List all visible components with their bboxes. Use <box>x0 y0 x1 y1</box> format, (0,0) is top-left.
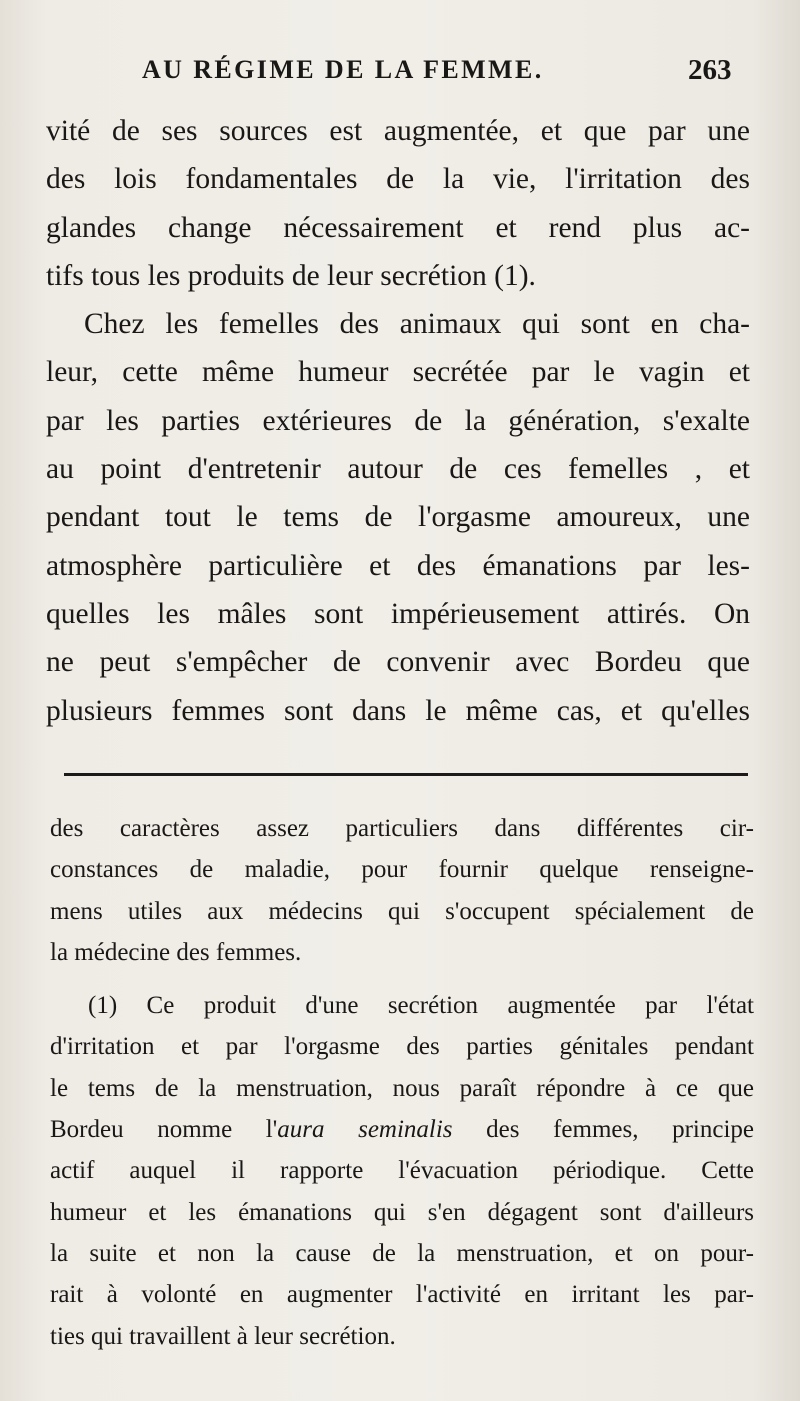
footnote-1-line: actif auquel il rapporte l'évacuation périodique. Cette <box>50 1157 754 1185</box>
footnote-1-line <box>50 1109 754 1150</box>
body-line: vité de ses sources est augmentée, et que par une <box>46 115 750 147</box>
footnote-continued-line: des caractères assez particuliers dans différentes cir- <box>50 815 754 842</box>
footnote-1-line: (1) Ce produit d'une secrétion augmentée par l'état <box>88 992 754 1020</box>
footnote-text: Bordeu nomme l' <box>50 1116 278 1144</box>
footnote-1-line: ties qui travaillent à leur secrétion. <box>50 1322 396 1350</box>
footnote-1-line: d'irritation et par l'orgasme des parties génitales pendant <box>50 1033 754 1061</box>
footnote-continued-line: la médecine des femmes. <box>50 938 302 966</box>
footnotes <box>50 808 754 1357</box>
page-number: 263 <box>688 54 732 86</box>
footnote-1-line: la suite et non la cause de la menstruation, et on pour- <box>50 1239 754 1267</box>
footnote-1-line: humeur et les émanations qui s'en dégagent sont d'ailleurs <box>50 1198 754 1226</box>
footnote-spacer <box>50 973 754 985</box>
body-line: quelles les mâles sont impérieusement attirés. On <box>46 597 750 630</box>
body-line: glandes change nécessairement et rend plus ac- <box>46 211 750 244</box>
running-title: AU RÉGIME DE LA FEMME. <box>142 55 544 84</box>
body-line: plusieurs femmes sont dans le même cas, et qu'elles <box>46 694 750 727</box>
body-line: par les parties extérieures de la génération, s'exalte <box>46 404 750 437</box>
footnote-separator-rule <box>64 773 748 776</box>
footnote-continued-line: mens utiles aux médecins qui s'occupent spécialement de <box>50 897 754 925</box>
footnote-continued-line: constances de maladie, pour fournir quelque renseigne- <box>50 856 754 884</box>
body-line: pendant tout le tems de l'orgasme amoureux, une <box>46 501 750 534</box>
footnote-1-line: rait à volonté en augmenter l'activité en irritant les par- <box>50 1281 754 1309</box>
body-line: ne peut s'empêcher de convenir avec Bordeu que <box>46 646 750 679</box>
footnote-1-line: le tems de la menstruation, nous paraît répondre à ce que <box>50 1074 754 1102</box>
paragraph-start-line: Chez les femelles des animaux qui sont en cha- <box>84 308 750 341</box>
footnote-text: des femmes, principe <box>452 1116 754 1144</box>
body-line: des lois fondamentales de la vie, l'irritation des <box>46 163 750 196</box>
main-body-text <box>46 107 750 735</box>
body-line: tifs tous les produits de leur secrétion (1). <box>46 259 536 292</box>
running-head <box>0 48 800 92</box>
body-line: leur, cette même humeur secrétée par le vagin et <box>46 356 750 389</box>
footnote-italic-term: aura seminalis <box>277 1116 453 1144</box>
body-line: atmosphère particulière et des émanations par les- <box>46 549 750 582</box>
body-line: au point d'entretenir autour de ces femelles , et <box>46 453 750 486</box>
